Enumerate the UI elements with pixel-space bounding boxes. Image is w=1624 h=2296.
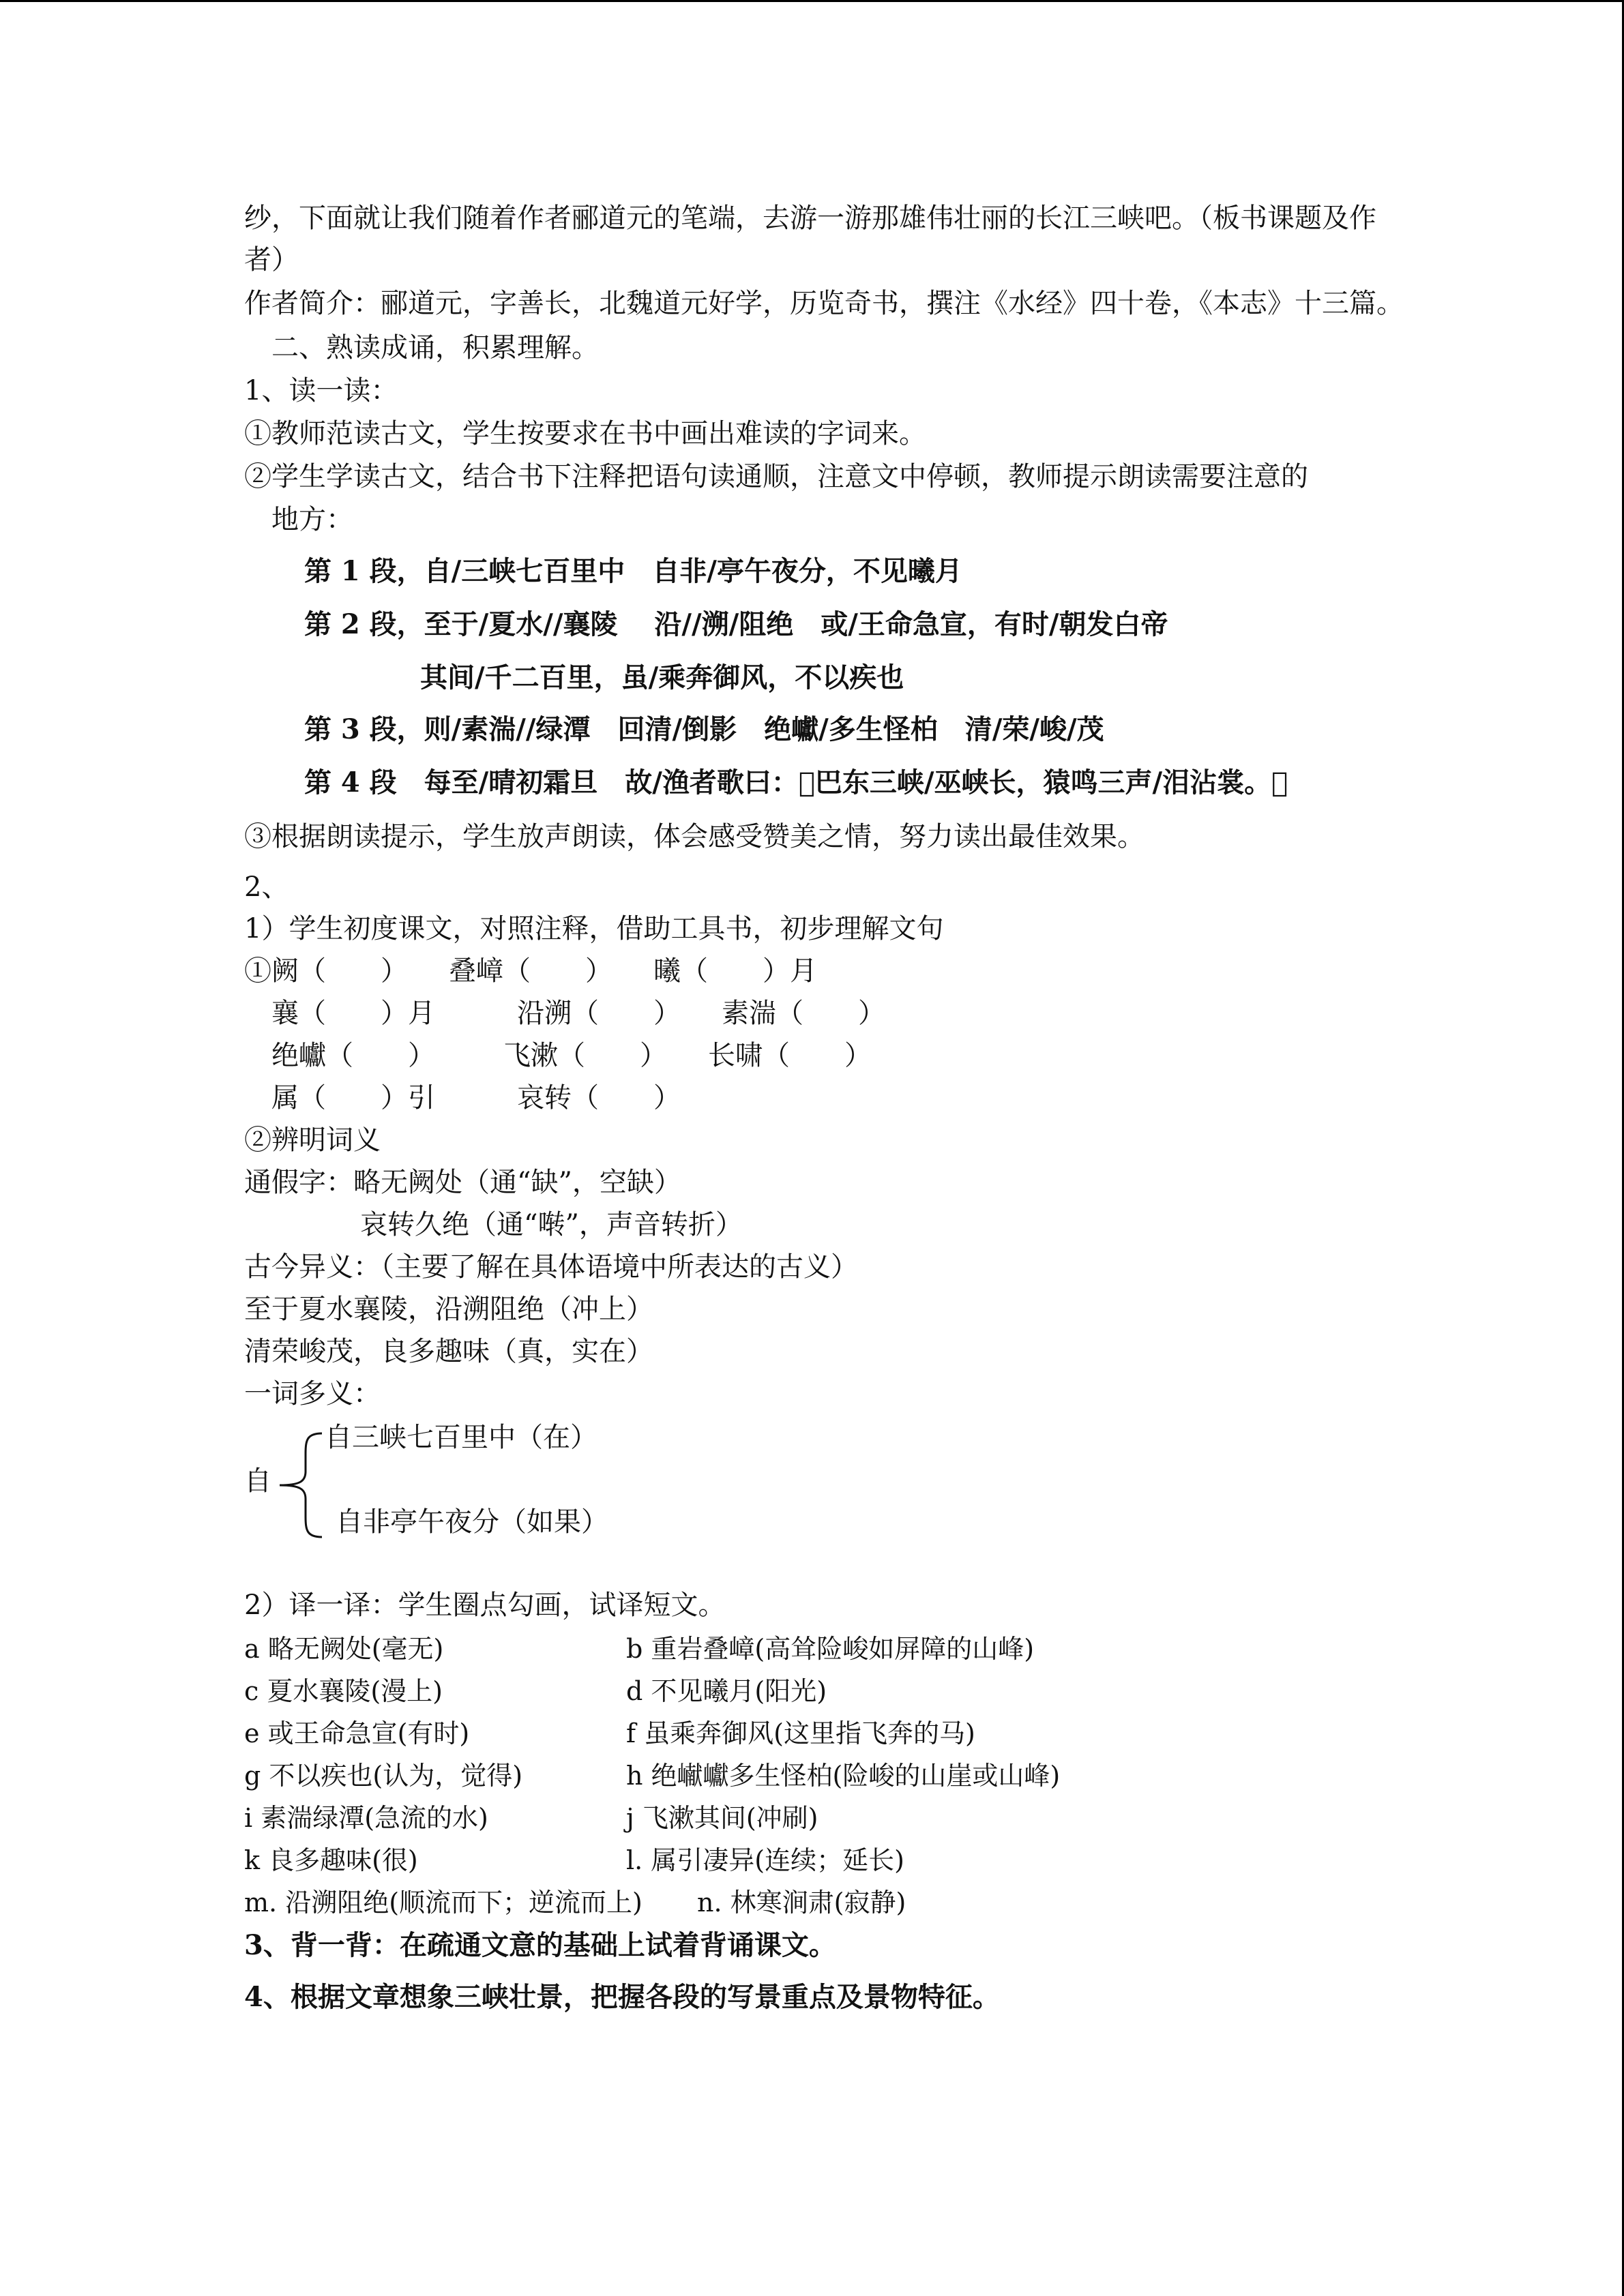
translation-d: d 不见曦月(阳光)	[626, 1676, 827, 1706]
read-step-2-line-2: 地方：	[271, 504, 353, 535]
translation-n: n. 林寒涧肃(寂静)	[697, 1888, 906, 1918]
translation-j: j 飞漱其间(冲刷)	[626, 1803, 818, 1833]
tongjiazi-2: 哀转久绝（通“啭”，声音转折）	[360, 1209, 743, 1240]
imagine-step: 4、根据文章想象三峡壮景，把握各段的写景重点及景物特征。	[244, 1981, 1000, 2013]
read-step-1: ①教师范读古文，学生按要求在书中画出难读的字词来。	[244, 418, 926, 449]
read-heading: 1、读一读：	[244, 375, 398, 406]
word-row-4: 属（ ）引 哀转（ ）	[271, 1082, 681, 1114]
read-step-2-line-1: ②学生学读古文，结合书下注释把语句读通顺，注意文中停顿，教师提示朗读需要注意的	[244, 461, 1308, 492]
word-row-1: ①阙（ ） 叠嶂（ ） 曦（ ）月	[244, 955, 817, 987]
translation-c: c 夏水襄陵(漫上)	[244, 1676, 443, 1706]
polysemy-meaning-1: 自三峡七百里中（在）	[325, 1422, 597, 1453]
gujin-example-1: 至于夏水襄陵，沿溯阻绝（冲上）	[244, 1294, 653, 1325]
intro-line-2: 者）	[244, 244, 299, 275]
paragraph-2-pause-line-2: 其间/千二百里，虽/乘奔御风，不以疾也	[420, 661, 904, 694]
translation-e: e 或王命急宣(有时)	[244, 1718, 470, 1748]
word-row-3: 绝巘（ ） 飞漱（ ） 长啸（ ）	[271, 1040, 872, 1071]
word-row-2: 襄（ ）月 沿溯（ ） 素湍（ ）	[271, 998, 885, 1029]
translation-k: k 良多趣味(很)	[244, 1845, 418, 1875]
section-2-heading: 二、熟读成诵，积累理解。	[271, 332, 599, 363]
section-2-number: 2、	[244, 871, 289, 903]
translation-a: a 略无阙处(毫无)	[244, 1634, 444, 1664]
translation-l: l. 属引凄异(连续；延长)	[626, 1845, 904, 1875]
page-top-border	[0, 0, 1624, 2]
polysemy-heading: 一词多义：	[244, 1378, 381, 1410]
distinguish-heading: ②辨明词义	[244, 1124, 381, 1156]
understand-heading: 1）学生初度课文，对照注释，借助工具书，初步理解文句	[244, 913, 944, 944]
gujin-heading: 古今异义：（主要了解在具体语境中所表达的古义）	[244, 1251, 858, 1283]
tongjiazi-1: 通假字：略无阙处（通“缺”，空缺）	[244, 1167, 681, 1198]
paragraph-3-pause: 第 3 段，则/素湍//绿潭 回清/倒影 绝巘/多生怪柏 清/荣/峻/茂	[304, 713, 1104, 745]
author-intro: 作者简介：郦道元，字善长，北魏道元好学，历览奇书，撰注《水经》四十卷，《本志》十三篇。	[244, 288, 1404, 319]
translation-m: m. 沿溯阻绝(顺流而下；逆流而上)	[244, 1888, 643, 1918]
paragraph-1-pause: 第 1 段，自/三峡七百里中 自非/亭午夜分，不见曦月	[304, 555, 962, 587]
gujin-example-2: 清荣峻茂，良多趣味（真，实在）	[244, 1336, 653, 1367]
translation-i: i 素湍绿潭(急流的水)	[244, 1803, 488, 1833]
translation-b: b 重岩叠嶂(高耸险峻如屏障的山峰)	[626, 1634, 1035, 1664]
translation-f: f 虽乘奔御风(这里指飞奔的马)	[626, 1718, 975, 1748]
translation-h: h 绝𪩘巘多生怪柏(险峻的山崖或山峰)	[626, 1761, 1061, 1791]
paragraph-2-pause-line-1: 第 2 段，至于/夏水//襄陵 沿//溯/阻绝 或/王命急宣，有时/朝发白帝	[304, 608, 1168, 640]
translate-heading: 2）译一译：学生圈点勾画，试译短文。	[244, 1590, 726, 1621]
recite-step: 3、背一背：在疏通文意的基础上试着背诵课文。	[244, 1929, 836, 1961]
intro-line-1: 纱，下面就让我们随着作者郦道元的笔端，去游一游那雄伟壮丽的长江三峡吧。（板书课题及作	[244, 203, 1376, 234]
paragraph-4-pause: 第 4 段 每至/晴初霜旦 故/渔者歌曰： 巴东三峡/巫峡长，猿鸣三声/泪沾裳。 	[304, 766, 1288, 799]
polysemy-meaning-2: 自非亭午夜分（如果）	[336, 1506, 608, 1538]
translation-g: g 不以疾也(认为，觉得)	[244, 1761, 523, 1791]
read-step-3: ③根据朗读提示，学生放声朗读，体会感受赞美之情，努力读出最佳效果。	[244, 821, 1145, 852]
polysemy-word: 自	[244, 1465, 271, 1497]
curly-brace-icon	[273, 1431, 327, 1540]
